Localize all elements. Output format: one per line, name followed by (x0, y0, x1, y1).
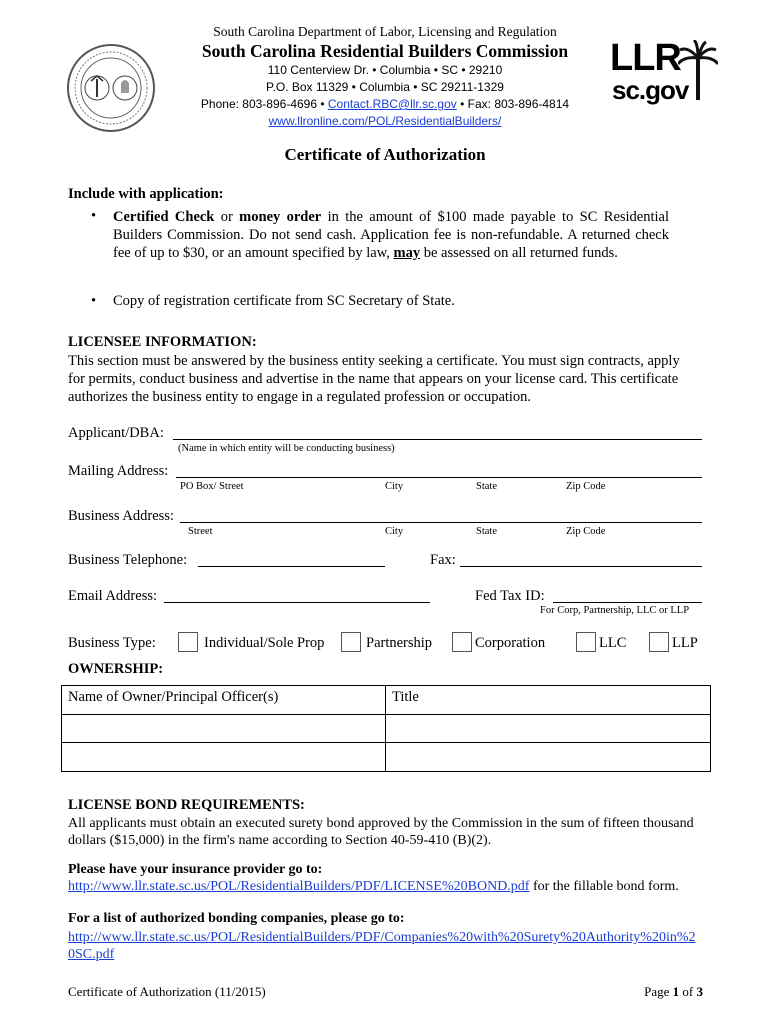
type-partnership-label: Partnership (366, 635, 433, 651)
business-sub-street: Street (188, 526, 213, 537)
page-current: 1 (672, 984, 680, 999)
include-bullet-1 (113, 208, 669, 262)
page-total: 3 (696, 984, 703, 999)
type-llp-label: LLP (672, 635, 698, 651)
footer-form-id: Certificate of Authorization (11/2015) (68, 984, 266, 999)
llr-logo (608, 37, 718, 110)
taxid-field[interactable] (553, 602, 702, 603)
may-text: may (393, 245, 421, 261)
include-heading: Include with application: (68, 186, 224, 202)
insurance-heading: Please have your insurance provider go to: (68, 862, 323, 877)
email-label: Email Address: (68, 588, 158, 604)
llr-logo-text: LLR (610, 37, 681, 79)
mailing-field[interactable] (176, 477, 702, 478)
applicant-note: (Name in which entity will be conducting business) (178, 443, 395, 454)
bond-heading: LICENSE BOND REQUIREMENTS: (68, 797, 305, 813)
checkbox-llp[interactable] (649, 632, 669, 652)
business-sub-city: City (385, 526, 404, 537)
certified-check-text: Certified Check (113, 209, 215, 225)
type-llc-label: LLC (599, 635, 627, 651)
companies-heading: For a list of authorized bonding companies, please go to: (68, 911, 405, 926)
bullet-dot-2: • (91, 293, 97, 309)
bond-url-line (68, 879, 708, 895)
ownership-heading: OWNERSHIP: (68, 661, 164, 677)
fax-field[interactable] (460, 566, 702, 567)
type-individual-label: Individual/Sole Prop (204, 635, 325, 651)
owner-name-cell-2[interactable] (62, 743, 385, 771)
ownership-col2-header: Title (392, 689, 419, 705)
owner-title-cell-2[interactable] (386, 743, 710, 771)
scgov-logo-text: sc.gov (612, 75, 689, 105)
business-sub-zip: Zip Code (566, 526, 606, 537)
money-order-text: money order (239, 209, 322, 225)
address-line-2: P.O. Box 11329 • Columbia • SC 29211-1329 (266, 80, 504, 94)
page-title: Certificate of Authorization (284, 145, 486, 164)
bullet-dot-1: • (91, 208, 97, 224)
email-link[interactable]: Contact.RBC@llr.sc.gov (327, 97, 457, 111)
mailing-label: Mailing Address: (68, 463, 169, 479)
department-name: South Carolina Department of Labor, Licensing and Regulation (213, 24, 557, 39)
website-line (0, 114, 770, 128)
taxid-label: Fed Tax ID: (475, 588, 545, 604)
of-word: of (679, 984, 697, 999)
business-address-label: Business Address: (68, 508, 174, 524)
owner-title-cell-1[interactable] (386, 715, 710, 742)
business-sub-state: State (476, 526, 497, 537)
commission-name: South Carolina Residential Builders Commission (201, 41, 569, 61)
taxid-note: For Corp, Partnership, LLC or LLP (540, 605, 690, 616)
bullet1-text-b: in the amount of $100 made payable to SC Residential Builders Commission. Do not send cash. Application fee is non-refundable. A returned check fee of up to $30, or an amount specified by law, (113, 209, 670, 261)
phone-text: Phone: 803-896-4696 • (200, 97, 328, 111)
mailing-sub-zip: Zip Code (566, 481, 606, 492)
checkbox-individual[interactable] (178, 632, 198, 652)
bonding-companies-link[interactable]: http://www.llr.state.sc.us/POL/ResidentialBuilders/PDF/Companies%20with%20Surety%20Authority%20in%20SC.pdf (68, 930, 696, 962)
fax-text: • Fax: 803-896-4814 (456, 97, 570, 111)
telephone-label: Business Telephone: (68, 552, 188, 568)
mailing-sub-street: PO Box/ Street (180, 481, 244, 492)
type-corporation-label: Corporation (475, 635, 546, 651)
licensee-body: This section must be answered by the business entity seeking a certificate. You must sign contracts, apply for permits, conduct business and advertise in the name that appears on your license card. This certificate authorizes the business entity to engage in a regulated profession or occupation. (68, 353, 680, 405)
fax-label: Fax: (430, 552, 456, 568)
ownership-col1-header: Name of Owner/Principal Officer(s) (68, 689, 279, 705)
bullet1-text-a: or (214, 209, 240, 225)
owner-name-cell-1[interactable] (62, 715, 385, 742)
ownership-table (61, 685, 711, 772)
applicant-field[interactable] (173, 439, 702, 440)
licensee-heading: LICENSEE INFORMATION: (68, 334, 257, 350)
applicant-label: Applicant/DBA: (68, 425, 164, 441)
address-line-1: 110 Centerview Dr. • Columbia • SC • 29210 (267, 63, 503, 77)
mailing-sub-state: State (476, 481, 497, 492)
checkbox-llc[interactable] (576, 632, 596, 652)
bullet1-text-c: be assessed on all returned funds. (420, 245, 618, 261)
palmetto-icon (678, 40, 718, 100)
companies-url-line (68, 929, 700, 963)
business-type-label: Business Type: (68, 635, 156, 651)
mailing-sub-city: City (385, 481, 404, 492)
bond-body: All applicants must obtain an executed surety bond approved by the Commission in the sum of fifteen thousand dollars ($15,000) in the firm's name according to Section 40-59-410 (B)(2). (68, 816, 694, 848)
business-address-field[interactable] (180, 522, 702, 523)
bond-url-suffix: for the fillable bond form. (529, 879, 679, 894)
website-link[interactable]: www.llronline.com/POL/ResidentialBuilders/ (268, 114, 502, 128)
checkbox-corporation[interactable] (452, 632, 472, 652)
bond-form-link[interactable]: http://www.llr.state.sc.us/POL/ResidentialBuilders/PDF/LICENSE%20BOND.pdf (68, 879, 530, 894)
include-bullet-2: Copy of registration certificate from SC Secretary of State. (113, 293, 455, 309)
page-word: Page (644, 984, 673, 999)
email-field[interactable] (164, 602, 430, 603)
footer-page-number (644, 984, 703, 1000)
telephone-field[interactable] (198, 566, 385, 567)
checkbox-partnership[interactable] (341, 632, 361, 652)
